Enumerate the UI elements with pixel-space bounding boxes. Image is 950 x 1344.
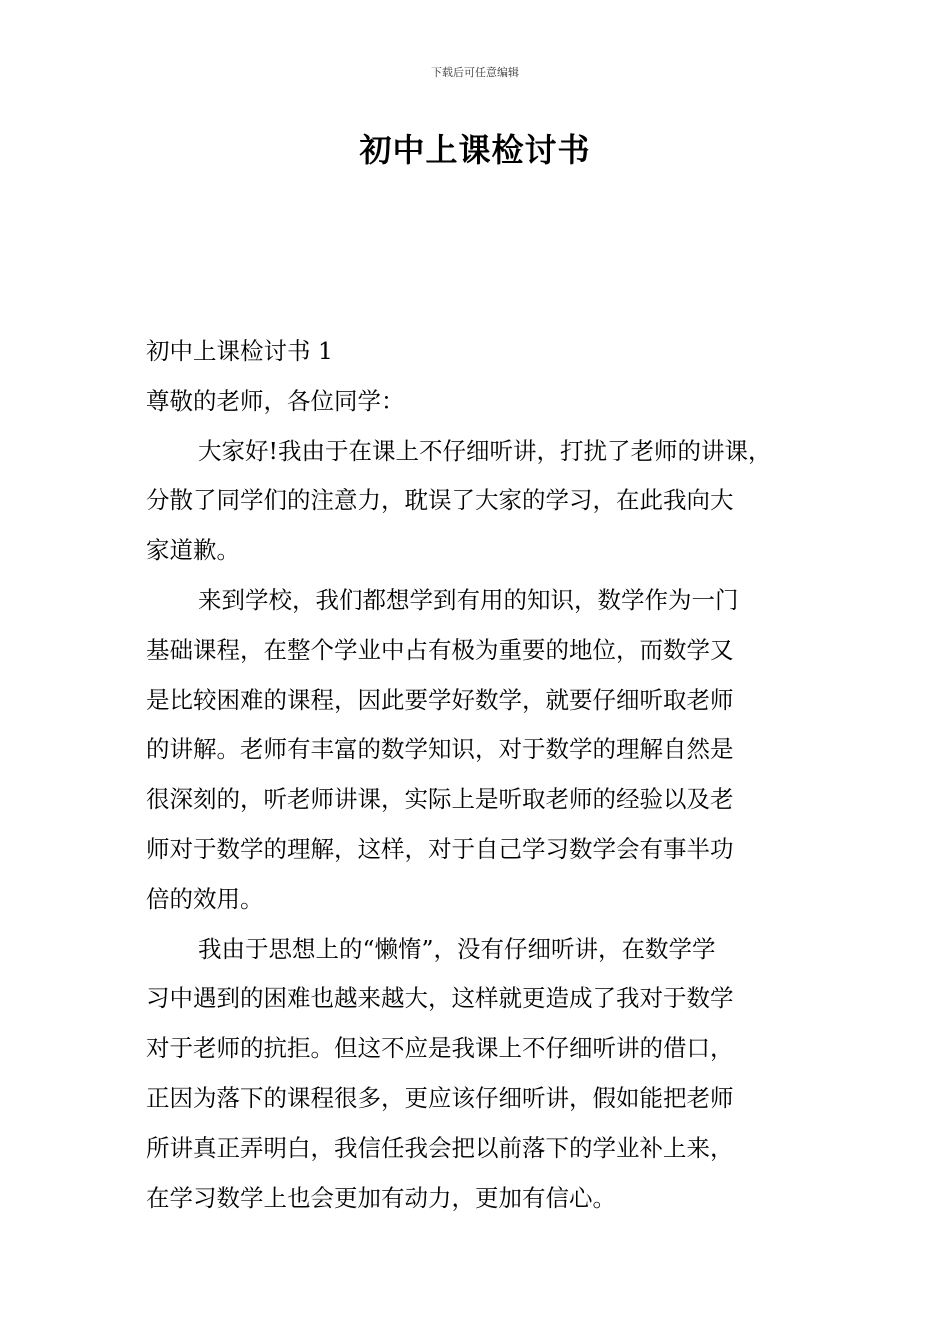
paragraph-line: 在学习数学上也会更加有动力，更加有信心。: [146, 1183, 616, 1212]
paragraph-line: 基础课程，在整个学业中占有极为重要的地位，而数学又: [146, 635, 734, 664]
paragraph-line: 师对于数学的理解，这样，对于自己学习数学会有事半功: [146, 834, 734, 863]
paragraph-line: 是比较困难的课程，因此要学好数学，就要仔细听取老师: [146, 685, 734, 714]
paragraph-line: 我由于思想上的“懒惰”，没有仔细听讲，在数学学: [198, 934, 716, 963]
document-body: [146, 327, 826, 1223]
salutation: 尊敬的老师，各位同学：: [146, 386, 405, 415]
paragraph-line: 分散了同学们的注意力，耽误了大家的学习，在此我向大: [146, 486, 734, 515]
header-note: 下载后可任意编辑: [431, 66, 519, 79]
paragraph-line: 很深刻的，听老师讲课，实际上是听取老师的经验以及老: [146, 785, 734, 814]
paragraph-line: 所讲真正弄明白，我信任我会把以前落下的学业补上来，: [146, 1133, 734, 1162]
paragraph-line: 大家好!我由于在课上不仔细听讲，打扰了老师的讲课，: [198, 436, 772, 465]
paragraph-line: 的讲解。老师有丰富的数学知识，对于数学的理解自然是: [146, 735, 734, 764]
document-title: 初中上课检讨书: [359, 131, 591, 169]
section-heading: 初中上课检讨书 1: [146, 337, 333, 365]
paragraph-line: 倍的效用。: [146, 884, 264, 913]
paragraph-line: 正因为落下的课程很多，更应该仔细听讲，假如能把老师: [146, 1083, 734, 1112]
paragraph-line: 习中遇到的困难也越来越大，这样就更造成了我对于数学: [146, 984, 734, 1013]
paragraph-line: 来到学校，我们都想学到有用的知识，数学作为一门: [198, 585, 739, 614]
paragraph-line: 家道歉。: [146, 536, 240, 565]
paragraph-line: 对于老师的抗拒。但这不应是我课上不仔细听讲的借口，: [146, 1034, 734, 1063]
